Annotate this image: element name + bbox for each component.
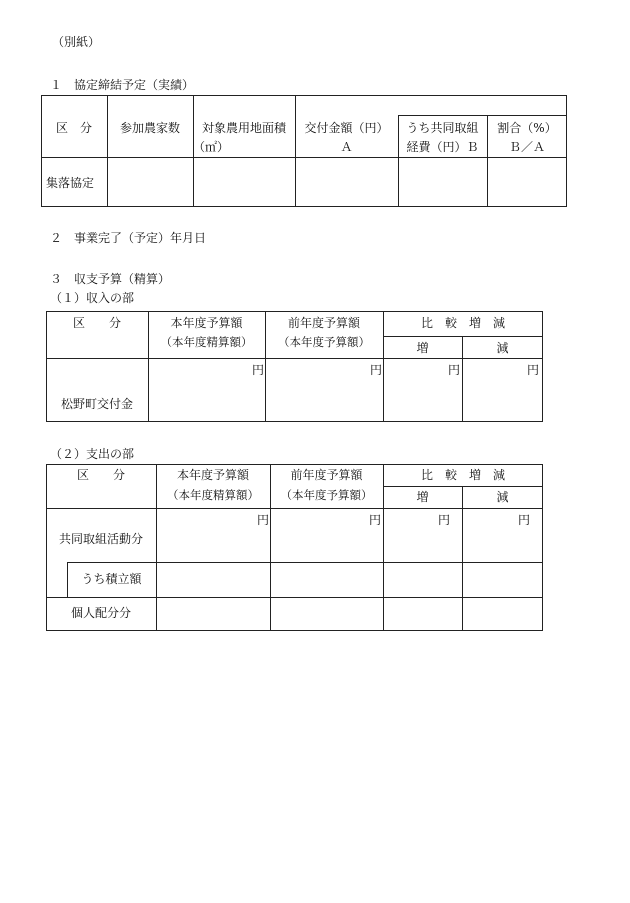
- header-grant-line1: 交付金額（円）: [304, 121, 389, 135]
- expense-header-current-line2: （本年度精算額）: [167, 488, 259, 502]
- income-subtitle: （１）収入の部: [50, 291, 135, 305]
- income-header-decrease: 減: [496, 341, 509, 355]
- section1-title: １ 協定締結予定（実績）: [50, 78, 195, 92]
- expense-header-decrease: 減: [496, 490, 509, 504]
- header-joint-line1: うち共同取組: [406, 121, 479, 135]
- section3-title: ３ 収支予算（精算）: [50, 272, 171, 286]
- header-area-line2: （㎡）: [193, 140, 230, 154]
- row-label-matsuno-grant: 松野町交付金: [60, 397, 133, 411]
- expense-unit-previous: 円: [369, 513, 382, 527]
- header-category: 区 分: [55, 121, 92, 135]
- expense-header-previous-line1: 前年度予算額: [290, 468, 363, 482]
- header-households: 参加農家数: [119, 121, 180, 135]
- income-header-previous-line1: 前年度予算額: [287, 316, 360, 330]
- row-label-reserve: うち積立額: [81, 572, 142, 586]
- header-ratio-line2: Ｂ／Ａ: [508, 140, 545, 154]
- row-label-individual: 個人配分分: [70, 606, 131, 620]
- expense-header-increase: 増: [416, 490, 429, 504]
- expense-subtitle: （２）支出の部: [50, 447, 135, 461]
- expense-unit-current: 円: [257, 513, 270, 527]
- header-area-line1: 対象農用地面積: [201, 121, 286, 135]
- income-unit-increase: 円: [448, 363, 461, 377]
- expense-header-current-line1: 本年度予算額: [176, 468, 249, 482]
- section2-title: ２ 事業完了（予定）年月日: [50, 231, 207, 245]
- income-header-current-line2: （本年度精算額）: [160, 335, 253, 349]
- header-joint-line2: 経費（円）Ｂ: [406, 140, 479, 154]
- header-ratio-line1: 割合（%）: [497, 121, 557, 135]
- income-unit-decrease: 円: [527, 363, 540, 377]
- attachment-label: （別紙）: [52, 35, 101, 49]
- income-header-compare: 比 較 増 減: [420, 316, 505, 330]
- row-label-joint-activity: 共同取組活動分: [58, 532, 143, 546]
- expense-unit-decrease: 円: [518, 513, 531, 527]
- income-unit-current: 円: [252, 363, 265, 377]
- header-grant-line2: Ａ: [340, 140, 353, 154]
- income-header-category: 区 分: [72, 316, 121, 330]
- expense-header-category: 区 分: [76, 468, 125, 482]
- income-header-current-line1: 本年度予算額: [170, 316, 243, 330]
- expense-header-compare: 比 較 増 減: [420, 468, 505, 482]
- income-header-previous-line2: （本年度予算額）: [278, 335, 370, 349]
- expense-unit-increase: 円: [438, 513, 451, 527]
- income-unit-previous: 円: [370, 363, 383, 377]
- row-label-community-agreement: 集落協定: [46, 176, 95, 190]
- expense-header-previous-line2: （本年度予算額）: [280, 488, 373, 502]
- income-header-increase: 増: [416, 341, 429, 355]
